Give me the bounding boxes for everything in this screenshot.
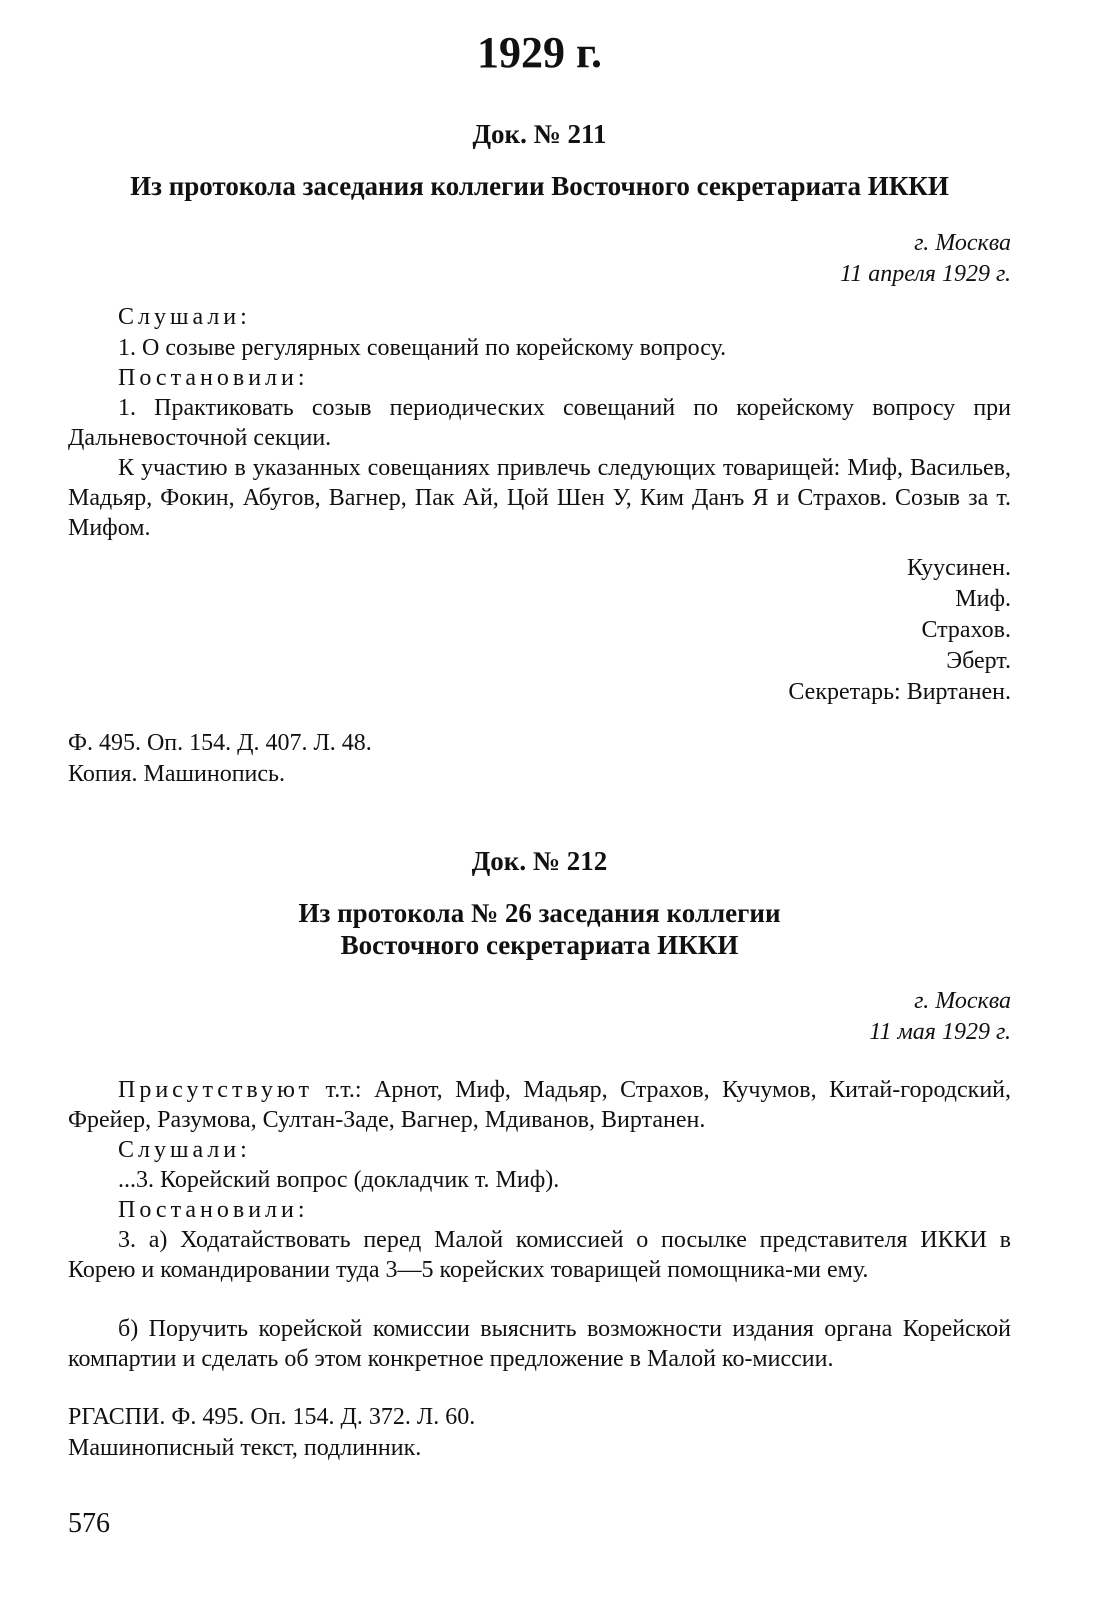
doc212-number: Док. № 212 [471, 846, 608, 876]
signature-4: Эберт. [946, 648, 1011, 674]
doc211-copy-note: Копия. Машинопись. [68, 761, 285, 787]
doc212-archive: РГАСПИ. Ф. 495. Оп. 154. Д. 372. Л. 60. [68, 1404, 476, 1430]
doc212-date: 11 мая 1929 г. [869, 1019, 1011, 1045]
doc212-present [68, 1075, 1011, 1135]
doc211-heard-label: Слушали: [118, 304, 251, 330]
signature-1: Куусинен. [906, 555, 1011, 581]
doc212-resolved-label: Постановили: [118, 1197, 309, 1223]
signature-3: Страхов. [921, 617, 1011, 643]
doc211-resolved-item: 1. Практиковать созыв периодических совещаний по корейскому вопросу при Дальневосточной секции. [68, 395, 1011, 451]
year-heading: 1929 г. [476, 28, 603, 77]
doc211-title: Из протокола заседания коллегии Восточного секретариата ИККИ [130, 171, 949, 201]
doc212-place: г. Москва [914, 988, 1011, 1014]
doc212-present-label: Присутствуют [118, 1077, 314, 1103]
doc212-heard-label: Слушали: [118, 1137, 251, 1163]
doc211-number: Док. № 211 [472, 119, 607, 149]
doc211-date: 11 апреля 1929 г. [840, 261, 1011, 287]
doc211-participants: К участию в указанных совещаниях привлечь следующих товарищей: Миф, Васильев, Мадьяр, Фокин, Абугов, Вагнер, Пак Ай, Цой Шен У, Ким Данъ Я и Страхов. Созыв за т. Мифом. [68, 455, 1011, 541]
doc212-resolved-b: б) Поручить корейской комиссии выяснить возможности издания органа Корейской компартии и сделать об этом конкретное предложение в Малой ко-миссии. [68, 1316, 1011, 1372]
doc211-heard-item: 1. О созыве регулярных совещаний по корейскому вопросу. [118, 335, 727, 361]
doc212-resolved-a: 3. а) Ходатайствовать перед Малой комиссией о посылке представителя ИККИ в Корею и командировании туда 3—5 корейских товарищей помощника-ми ему. [68, 1227, 1011, 1283]
signature-secretary: Секретарь: Виртанен. [788, 679, 1011, 705]
doc212-title-line2: Восточного секретариата ИККИ [340, 930, 739, 960]
doc211-archive: Ф. 495. Оп. 154. Д. 407. Л. 48. [68, 730, 372, 756]
doc212-heard-item: ...3. Корейский вопрос (докладчик т. Миф). [118, 1167, 560, 1193]
doc212-title-line1: Из протокола № 26 заседания коллегии [298, 898, 781, 928]
doc212-present-list: т.т.: Арнот, Миф, Мадьяр, Страхов, Кучумов, Китай-городский, Фрейер, Разумова, Султан-Заде, Вагнер, Мдиванов, Виртанен. [68, 1077, 1011, 1133]
signature-2: Миф. [955, 586, 1011, 612]
doc212-copy-note: Машинописный текст, подлинник. [68, 1435, 422, 1461]
page-number: 576 [68, 1508, 110, 1539]
doc211-resolved-label: Постановили: [118, 365, 309, 391]
doc211-place: г. Москва [914, 230, 1011, 256]
